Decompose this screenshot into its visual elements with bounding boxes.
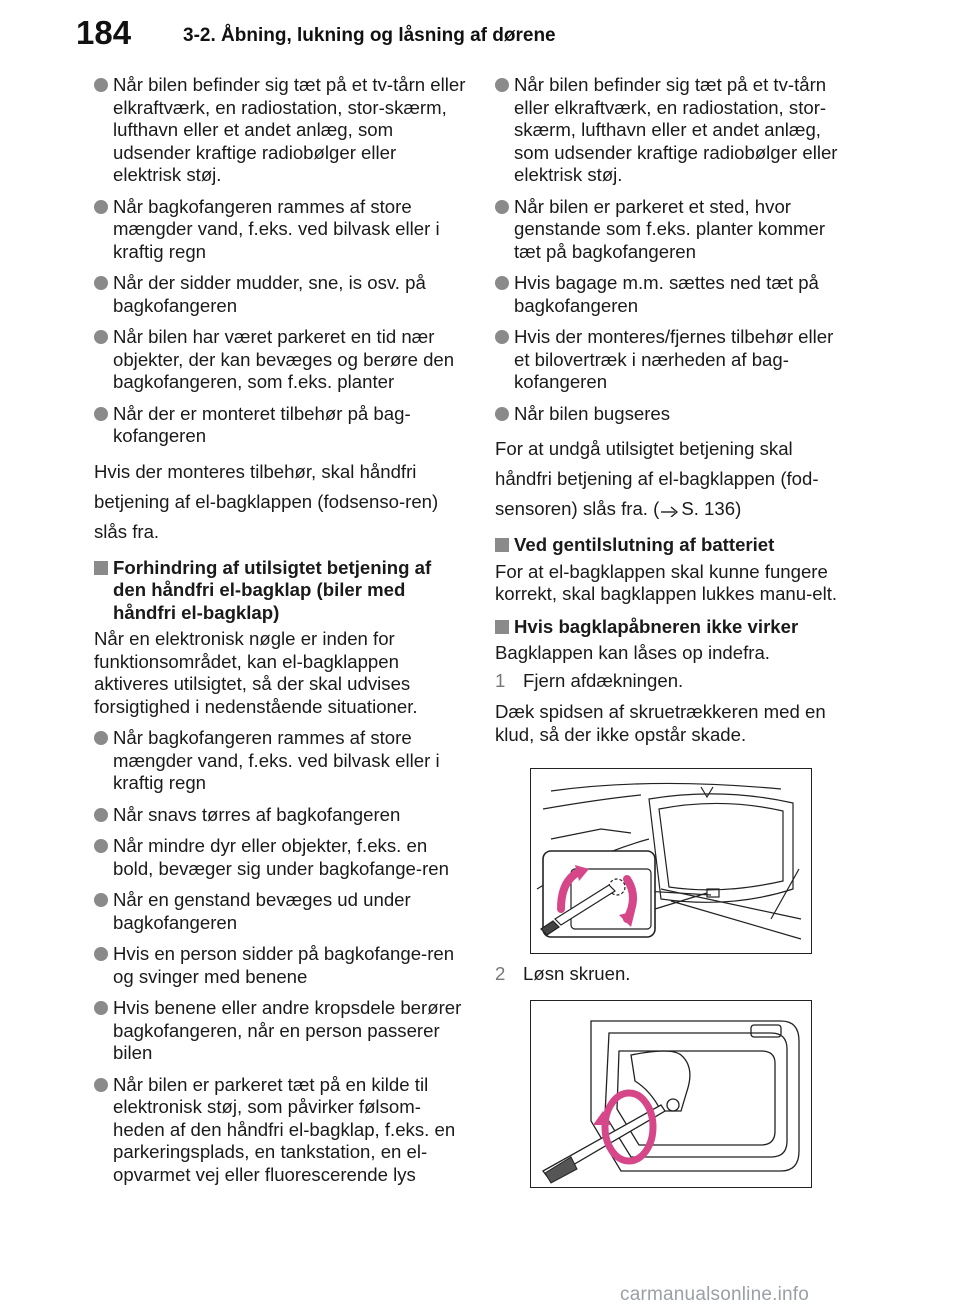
bullet-dot-icon	[94, 200, 108, 214]
page-ref-link[interactable]: S. 136)	[681, 498, 742, 519]
left-column	[94, 74, 466, 1195]
cloth-tip-paragraph: Dæk spidsen af skruetrækkeren med en klud, så der ikke opstår skade.	[495, 701, 826, 745]
list-item: Når bilen er parkeret tæt på en kilde til elektronisk støj, som påvirker følsom-heden af den håndfri el-bagklap, f.eks. en parkeringsplads, en tankstation, en el-opvarmet vej eller fluorescerende lys	[94, 1074, 466, 1187]
right-column	[495, 74, 847, 755]
bullet-dot-icon	[495, 200, 509, 214]
bullet-dot-icon	[94, 1078, 108, 1092]
bullet-dot-icon	[94, 731, 108, 745]
step-item: 2 Løsn skruen.	[495, 963, 631, 984]
bullet-dot-icon	[495, 276, 509, 290]
bullet-dot-icon	[94, 407, 108, 421]
page-header	[0, 0, 960, 74]
intro-paragraph: Når en elektronisk nøgle er inden for funktionsområdet, kan el-bagklappen aktiveres utilsigtet, så der skal udvises forsigtighed i nedenstående situationer.	[94, 628, 418, 717]
list-item: Hvis der monteres/fjernes tilbehør eller et bilovertræk i nærheden af bag-kofangeren	[495, 326, 847, 394]
bullet-dot-icon	[94, 808, 108, 822]
list-item: Når snavs tørres af bagkofangeren	[94, 804, 466, 827]
section-heading: Forhindring af utilsigtet betjening af den håndfri el-bagklap (biler med håndfri el-bagklap)	[94, 557, 466, 625]
page-ref-arrow-icon	[659, 503, 681, 517]
list-item: Når der sidder mudder, sne, is osv. på bagkofangeren	[94, 272, 466, 317]
remove-cover-illustration	[530, 768, 812, 954]
bullet-dot-icon	[94, 839, 108, 853]
bullet-dot-icon	[94, 276, 108, 290]
list-item: Når bilen har været parkeret en tid nær objekter, der kan bevæges og berøre den bagkofangeren, som f.eks. planter	[94, 326, 466, 394]
list-item: Når bilen er parkeret et sted, hvor genstande som f.eks. planter kommer tæt på bagkofangeren	[495, 196, 847, 264]
bullet-dot-icon	[94, 893, 108, 907]
unlock-paragraph: Bagklappen kan låses op indefra.	[495, 642, 770, 663]
bullet-dot-icon	[495, 407, 509, 421]
bullet-dot-icon	[495, 78, 509, 92]
list-item: Når bilen bugseres	[495, 403, 847, 426]
section-heading: Ved gentilslutning af batteriet	[495, 534, 847, 557]
list-item: Hvis benene eller andre kropsdele berører bagkofangeren, når en person passerer bilen	[94, 997, 466, 1065]
list-item: Når bagkofangeren rammes af store mængder vand, f.eks. ved bilvask eller i kraftig regn	[94, 196, 466, 264]
section-heading: Hvis bagklapåbneren ikke virker	[495, 616, 847, 639]
list-item: Når bilen befinder sig tæt på et tv-tårn eller elkraftværk, en radiostation, stor-skærm, lufthavn eller et andet anlæg, som udsender kraftige radiobølger eller elektrisk støj.	[495, 74, 847, 187]
loosen-screw-illustration	[530, 1000, 812, 1188]
list-item: Når bagkofangeren rammes af store mængder vand, f.eks. ved bilvask eller i kraftig regn	[94, 727, 466, 795]
battery-paragraph: For at el-bagklappen skal kunne fungere korrekt, skal bagklappen lukkes manu-elt.	[495, 560, 838, 604]
list-item: Hvis en person sidder på bagkofange-ren og svinger med benene	[94, 943, 466, 988]
list-item: Hvis bagage m.m. sættes ned tæt på bagkofangeren	[495, 272, 847, 317]
square-bullet-icon	[94, 561, 108, 575]
list-item: Når bilen befinder sig tæt på et tv-tårn eller elkraftværk, en radiostation, stor-skærm, lufthavn eller et andet anlæg, som udsender kraftige radiobølger eller elektrisk støj.	[94, 74, 466, 187]
accessory-note: Hvis der monteres tilbehør, skal håndfri betjening af el-bagklappen (fodsenso-ren) slås fra.	[94, 460, 439, 542]
list-item: Når der er monteret tilbehør på bag-kofangeren	[94, 403, 466, 448]
step-number: 1	[495, 669, 506, 691]
step-item: 1 Fjern afdækningen.	[495, 669, 684, 691]
section-title: 3-2. Åbning, lukning og låsning af dørene	[183, 25, 556, 46]
disable-note: For at undgå utilsigtet betjening skal håndfri betjening af el-bagklappen (fod-sensoren) slås fra. ( S. 136)	[495, 438, 819, 519]
watermark: carmanualsonline.info	[620, 1284, 810, 1305]
list-item: Når mindre dyr eller objekter, f.eks. en bold, bevæger sig under bagkofange-ren	[94, 835, 466, 880]
list-item: Når en genstand bevæges ud under bagkofangeren	[94, 889, 466, 934]
bullet-dot-icon	[94, 330, 108, 344]
bullet-dot-icon	[94, 947, 108, 961]
page-number: 184	[76, 14, 132, 51]
square-bullet-icon	[495, 538, 509, 552]
bullet-dot-icon	[94, 1001, 108, 1015]
step-number: 2	[495, 963, 506, 984]
bullet-dot-icon	[495, 330, 509, 344]
square-bullet-icon	[495, 620, 509, 634]
bullet-dot-icon	[94, 78, 108, 92]
